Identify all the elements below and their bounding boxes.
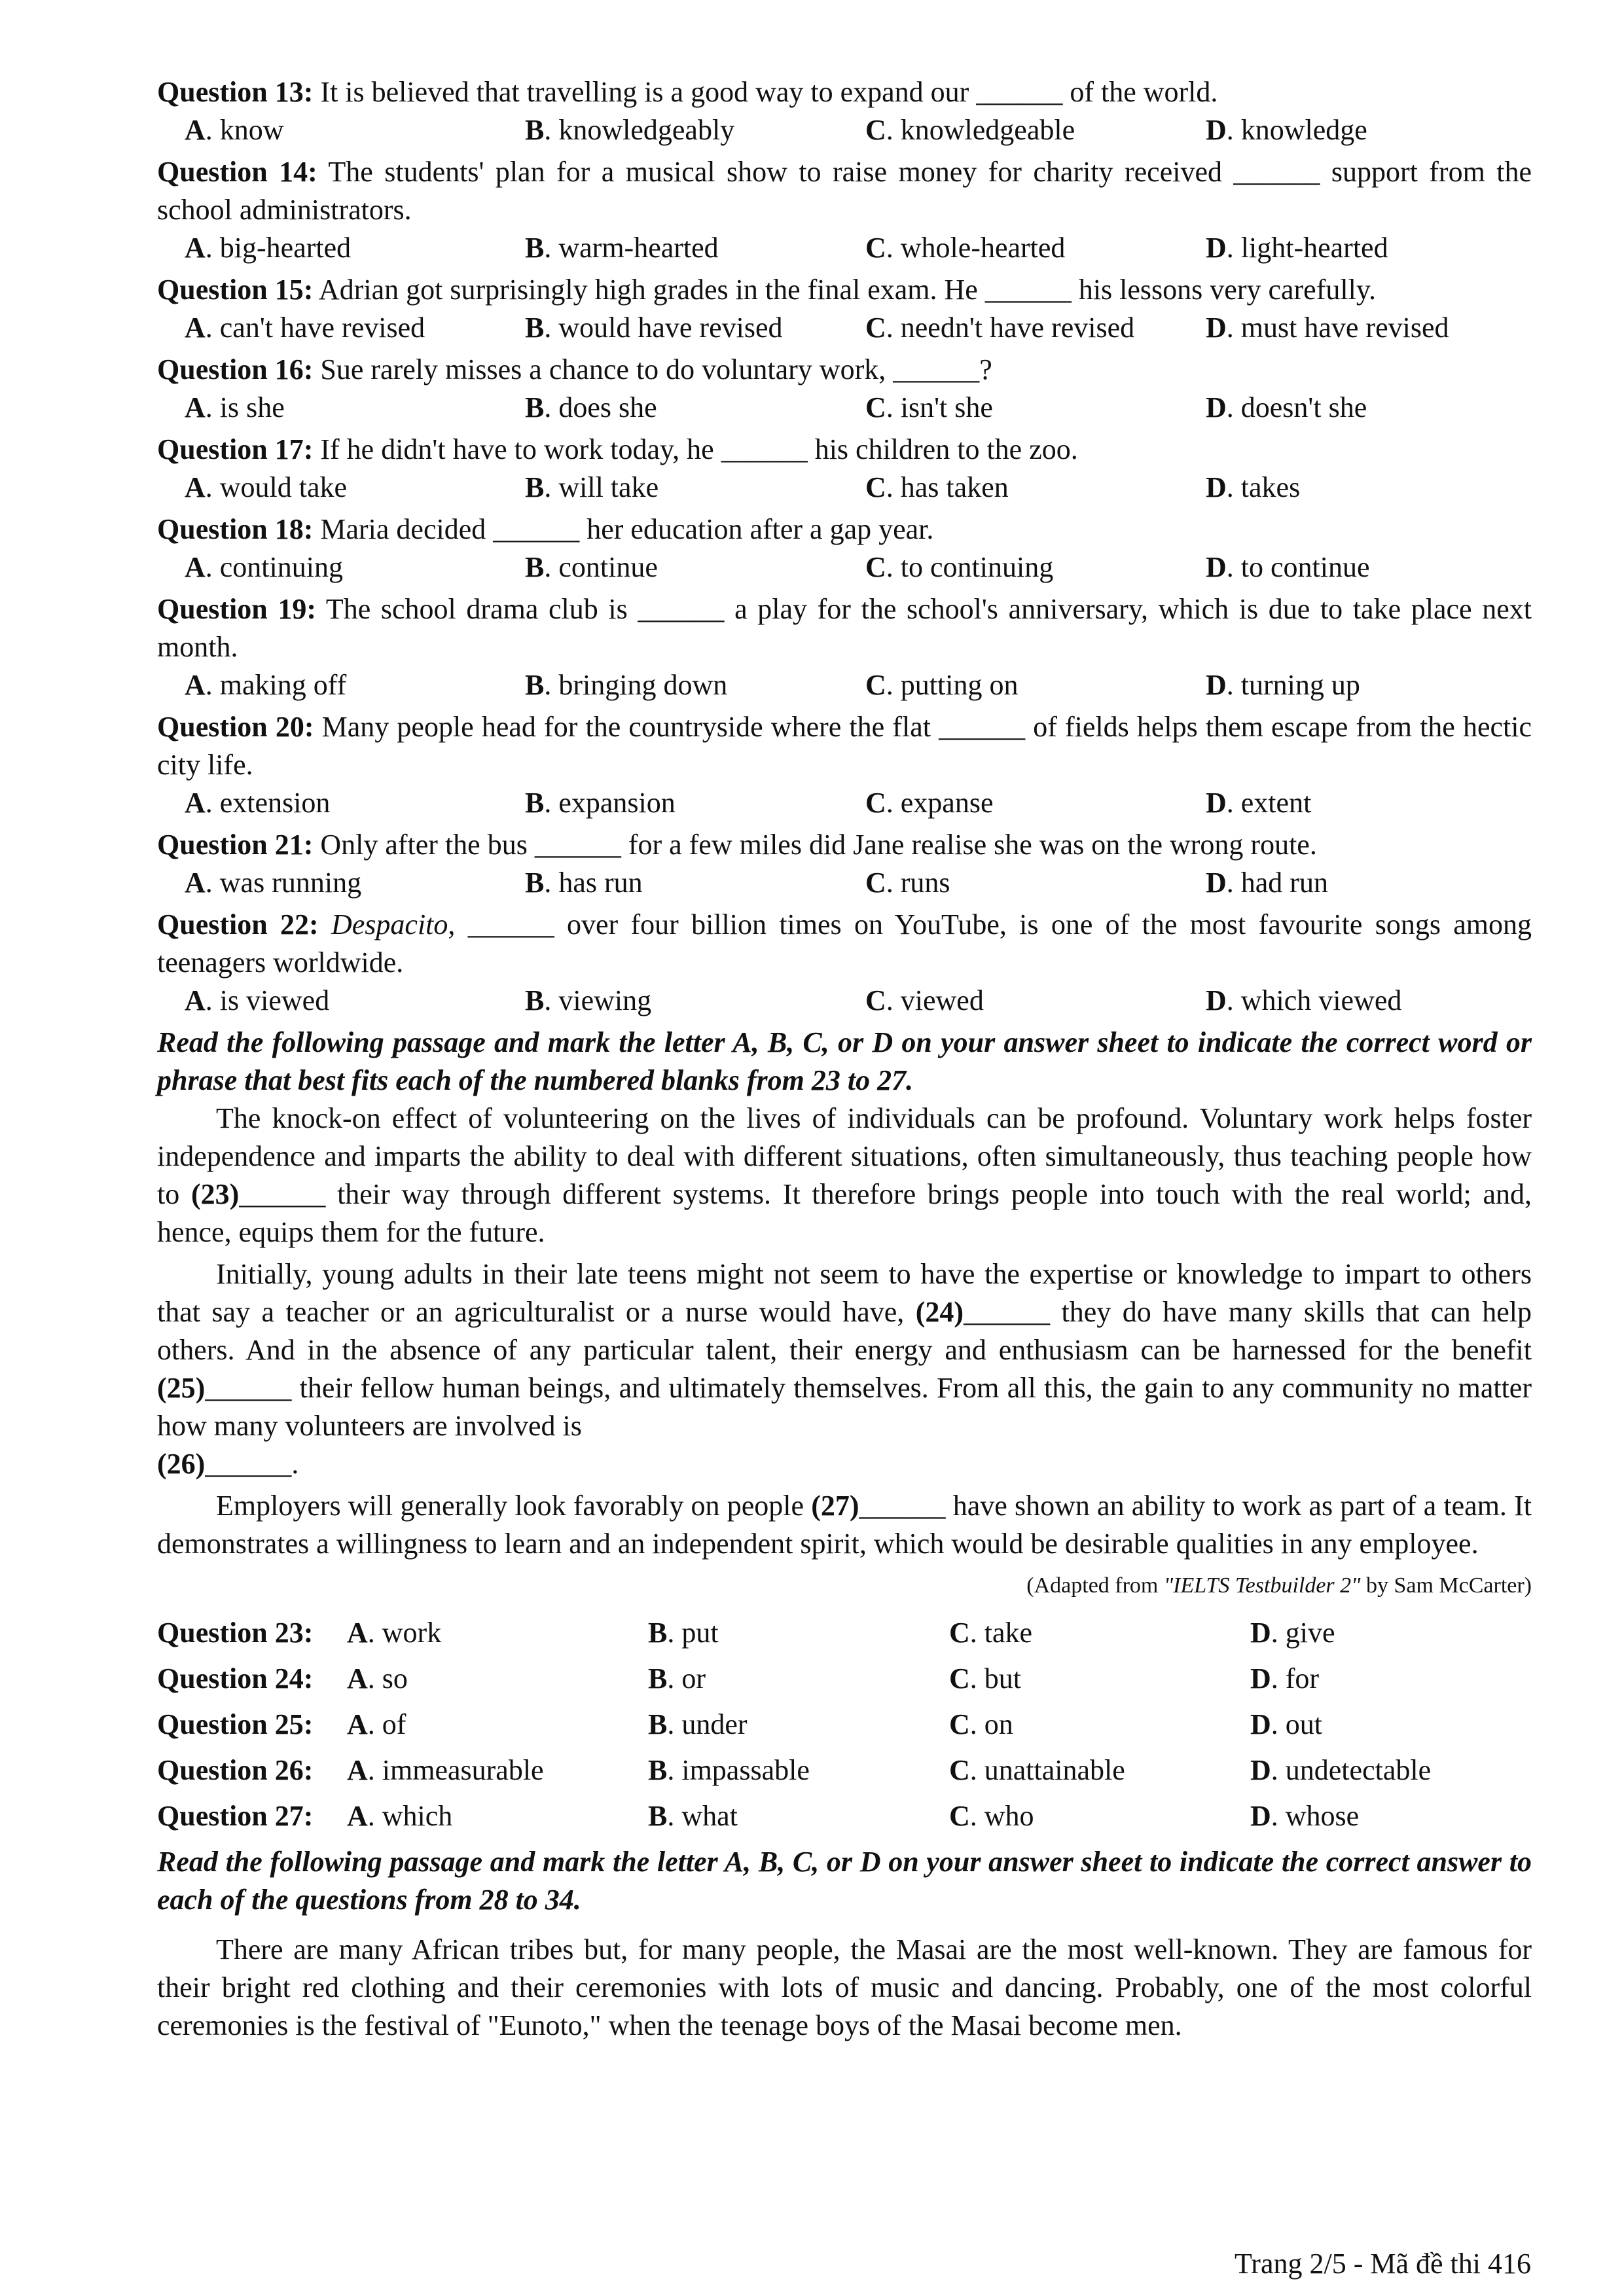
option-d[interactable]: D. to continue — [1206, 551, 1370, 583]
option-d[interactable]: D. which viewed — [1206, 984, 1402, 1016]
question-stem — [157, 73, 1532, 111]
option-c[interactable]: C. putting on — [865, 669, 1019, 701]
option-c[interactable]: C. to continuing — [865, 551, 1054, 583]
question-label: Question 24: — [157, 1662, 314, 1695]
question-stem — [157, 826, 1532, 864]
blank-26: (26) — [157, 1448, 206, 1480]
option-c[interactable]: C. isn't she — [865, 391, 993, 423]
option-d[interactable]: D. light-hearted — [1206, 232, 1388, 264]
option-b[interactable]: B. knowledgeably — [525, 114, 735, 146]
option-a[interactable]: A. would take — [185, 471, 348, 503]
instruction-cloze: Read the following passage and mark the letter A, B, C, or D on your answer sheet to indicate the correct word or phrase that best fits each of the numbered blanks from 23 to 27. — [157, 1026, 1532, 1096]
page-footer: Trang 2/5 - Mã đề thi 416 — [1234, 2248, 1531, 2280]
passage-paragraph-1: The knock-on effect of volunteering on the lives of individuals can be profound. Voluntary work helps foster independence and imparts the ability to deal with different situations, often simultaneously, thus teaching people how to (23)______ their way through different systems. It therefore brings people into touch with the real world; and, hence, equips them for the future. — [157, 1102, 1532, 1248]
option-d[interactable]: D. takes — [1206, 471, 1301, 503]
blank-27: (27) — [811, 1490, 859, 1522]
option-d[interactable]: D. turning up — [1206, 669, 1360, 701]
exam-page — [157, 73, 1532, 2049]
option-a[interactable]: A. big-hearted — [185, 232, 352, 264]
option-a[interactable]: A. making off — [185, 669, 347, 701]
question-text: , ______ over four billion times on YouTube, is one of the most favourite songs among teenagers worldwide. — [157, 908, 1532, 978]
question-label: Question 17: — [157, 433, 314, 465]
question-text: Maria decided ______ her education after a gap year. — [313, 513, 934, 545]
question-stem — [157, 708, 1532, 784]
question-block — [157, 153, 1532, 267]
option-c[interactable]: C. on — [949, 1708, 1013, 1740]
question-label: Question 23: — [157, 1617, 314, 1649]
option-a[interactable]: A. is viewed — [185, 984, 330, 1016]
question-text: Adrian got surprisingly high grades in the final exam. He ______ his lessons very carefully. — [313, 274, 1376, 306]
option-b[interactable]: B. does she — [525, 391, 657, 423]
option-c[interactable]: C. knowledgeable — [865, 114, 1075, 146]
question-block — [157, 708, 1532, 822]
question-text: Only after the bus ______ for a few miles did Jane realise she was on the wrong route. — [313, 829, 1317, 861]
option-c[interactable]: C. who — [949, 1800, 1034, 1832]
question-label: Question 20: — [157, 711, 314, 743]
answer-options — [157, 864, 1532, 902]
cloze-answer-grid — [157, 1614, 1532, 1835]
question-22 — [157, 906, 1532, 1020]
question-stem — [157, 351, 1532, 389]
answer-options — [157, 666, 1532, 704]
answer-options — [157, 469, 1532, 507]
answer-options — [157, 389, 1532, 427]
option-c[interactable]: C. whole-hearted — [865, 232, 1066, 264]
blank-23: (23) — [191, 1178, 240, 1210]
question-label: Question 13: — [157, 76, 314, 108]
cloze-question-row — [157, 1797, 1532, 1835]
blank-25: (25) — [157, 1372, 206, 1404]
option-c[interactable]: C. viewed — [865, 984, 984, 1016]
option-b[interactable]: B. or — [648, 1662, 706, 1695]
option-c[interactable]: C. needn't have revised — [865, 312, 1135, 344]
question-label: Question 26: — [157, 1754, 314, 1786]
option-a[interactable]: A. continuing — [185, 551, 343, 583]
passage-paragraph-2: Initially, young adults in their late teens might not seem to have the expertise or knowledge to impart to others that say a teacher or an agriculturalist or a nurse would have, (24)______ they do have many skills that can help others. And in the absence of any particular talent, their energy and enthusiasm can be harnessed for the benefit (25)______ their fellow human beings, and ultimately themselves. From all this, the gain to any community no matter how many volunteers are involved is (26)______. — [157, 1258, 1532, 1480]
question-block — [157, 73, 1532, 149]
option-d[interactable]: D. extent — [1206, 787, 1312, 819]
answer-options — [157, 111, 1532, 149]
question-stem — [157, 511, 1532, 548]
option-a[interactable]: A. which — [347, 1800, 453, 1832]
question-label: Question 16: — [157, 353, 314, 386]
passage-paragraph-3: Employers will generally look favorably on people (27)______ have shown an ability to work as part of a team. It demonstrates a willingness to learn and an independent spirit, which would be desirable qualities in any employee. — [157, 1490, 1532, 1560]
question-text: It is believed that travelling is a good way to expand our ______ of the world. — [313, 76, 1218, 108]
question-label: Question 27: — [157, 1800, 314, 1832]
source-title: "IELTS Testbuilder 2" — [1163, 1573, 1361, 1598]
instruction-reading: Read the following passage and mark the letter A, B, C, or D on your answer sheet to indicate the correct answer to each of the questions from 28 to 34. — [157, 1846, 1532, 1916]
option-b[interactable]: B. expansion — [525, 787, 676, 819]
question-label: Question 18: — [157, 513, 314, 545]
passage-source: (Adapted from "IELTS Testbuilder 2" by Sam McCarter) — [1026, 1573, 1532, 1598]
option-a[interactable]: A. so — [347, 1662, 408, 1695]
question-block — [157, 590, 1532, 704]
option-b[interactable]: B. impassable — [648, 1754, 810, 1786]
passage-masai: There are many African tribes but, for many people, the Masai are the most well-known. They are famous for their bright red clothing and their ceremonies with lots of music and dancing. Probably, one of the most colorful ceremonies is the festival of "Eunoto," when the teenage boys of the Masai become men. — [157, 1933, 1532, 2041]
question-stem — [157, 590, 1532, 666]
option-b[interactable]: B. viewing — [525, 984, 652, 1016]
option-c[interactable]: C. expanse — [865, 787, 994, 819]
option-a[interactable]: A. can't have revised — [185, 312, 425, 344]
option-d[interactable]: D. for — [1250, 1662, 1320, 1695]
option-b[interactable]: B. continue — [525, 551, 658, 583]
questions-block — [157, 73, 1532, 902]
option-d[interactable]: D. out — [1250, 1708, 1323, 1740]
question-label: Question 14: — [157, 156, 317, 188]
question-text: If he didn't have to work today, he ______ his children to the zoo. — [313, 433, 1078, 465]
question-block — [157, 826, 1532, 902]
question-block — [157, 511, 1532, 586]
option-a[interactable]: A. work — [347, 1617, 442, 1649]
question-block — [157, 431, 1532, 507]
option-c[interactable]: C. has taken — [865, 471, 1009, 503]
question-block — [157, 351, 1532, 427]
question-text: Many people head for the countryside where the flat ______ of fields helps them escape from the hectic city life. — [157, 711, 1532, 781]
question-label: Question 19: — [157, 593, 316, 625]
option-a[interactable]: A. is she — [185, 391, 285, 423]
answer-options — [157, 548, 1532, 586]
option-c[interactable]: C. but — [949, 1662, 1022, 1695]
answer-options — [157, 784, 1532, 822]
option-c[interactable]: C. take — [949, 1617, 1033, 1649]
cloze-question-row — [157, 1660, 1532, 1698]
question-label: Question 22: — [157, 908, 319, 941]
question-stem — [157, 906, 1532, 982]
question-label: Question 15: — [157, 274, 314, 306]
option-d[interactable]: D. give — [1250, 1617, 1335, 1649]
question-text: The students' plan for a musical show to raise money for charity received ______ support from the school administrators. — [157, 156, 1532, 226]
option-b[interactable]: B. will take — [525, 471, 659, 503]
option-b[interactable]: B. would have revised — [525, 312, 783, 344]
option-a[interactable]: A. immeasurable — [347, 1754, 544, 1786]
option-d[interactable]: D. undetectable — [1250, 1754, 1432, 1786]
cloze-question-row — [157, 1614, 1532, 1652]
option-d[interactable]: D. doesn't she — [1206, 391, 1367, 423]
question-text: The school drama club is ______ a play for the school's anniversary, which is due to take place next month. — [157, 593, 1532, 663]
option-d[interactable]: D. must have revised — [1206, 312, 1449, 344]
song-title: Despacito — [331, 908, 448, 941]
option-d[interactable]: D. whose — [1250, 1800, 1360, 1832]
option-b[interactable]: B. warm-hearted — [525, 232, 719, 264]
question-label: Question 25: — [157, 1708, 314, 1740]
answer-options — [157, 982, 1532, 1020]
option-a[interactable]: A. was running — [185, 867, 362, 899]
question-text: Sue rarely misses a chance to do voluntary work, ______? — [313, 353, 992, 386]
option-b[interactable]: B. under — [648, 1708, 748, 1740]
answer-options — [157, 309, 1532, 347]
option-b[interactable]: B. what — [648, 1800, 738, 1832]
option-c[interactable]: C. unattainable — [949, 1754, 1125, 1786]
question-stem — [157, 431, 1532, 469]
cloze-question-row — [157, 1751, 1532, 1789]
option-d[interactable]: D. knowledge — [1206, 114, 1367, 146]
option-a[interactable]: A. of — [347, 1708, 406, 1740]
option-a[interactable]: A. extension — [185, 787, 331, 819]
option-c[interactable]: C. runs — [865, 867, 950, 899]
blank-24: (24) — [915, 1296, 964, 1328]
cloze-question-row — [157, 1706, 1532, 1744]
question-label: Question 21: — [157, 829, 314, 861]
option-b[interactable]: B. has run — [525, 867, 643, 899]
answer-options — [157, 229, 1532, 267]
option-b[interactable]: B. bringing down — [525, 669, 728, 701]
option-b[interactable]: B. put — [648, 1617, 719, 1649]
question-stem — [157, 153, 1532, 229]
option-d[interactable]: D. had run — [1206, 867, 1328, 899]
question-block — [157, 271, 1532, 347]
question-stem — [157, 271, 1532, 309]
option-a[interactable]: A. know — [185, 114, 284, 146]
